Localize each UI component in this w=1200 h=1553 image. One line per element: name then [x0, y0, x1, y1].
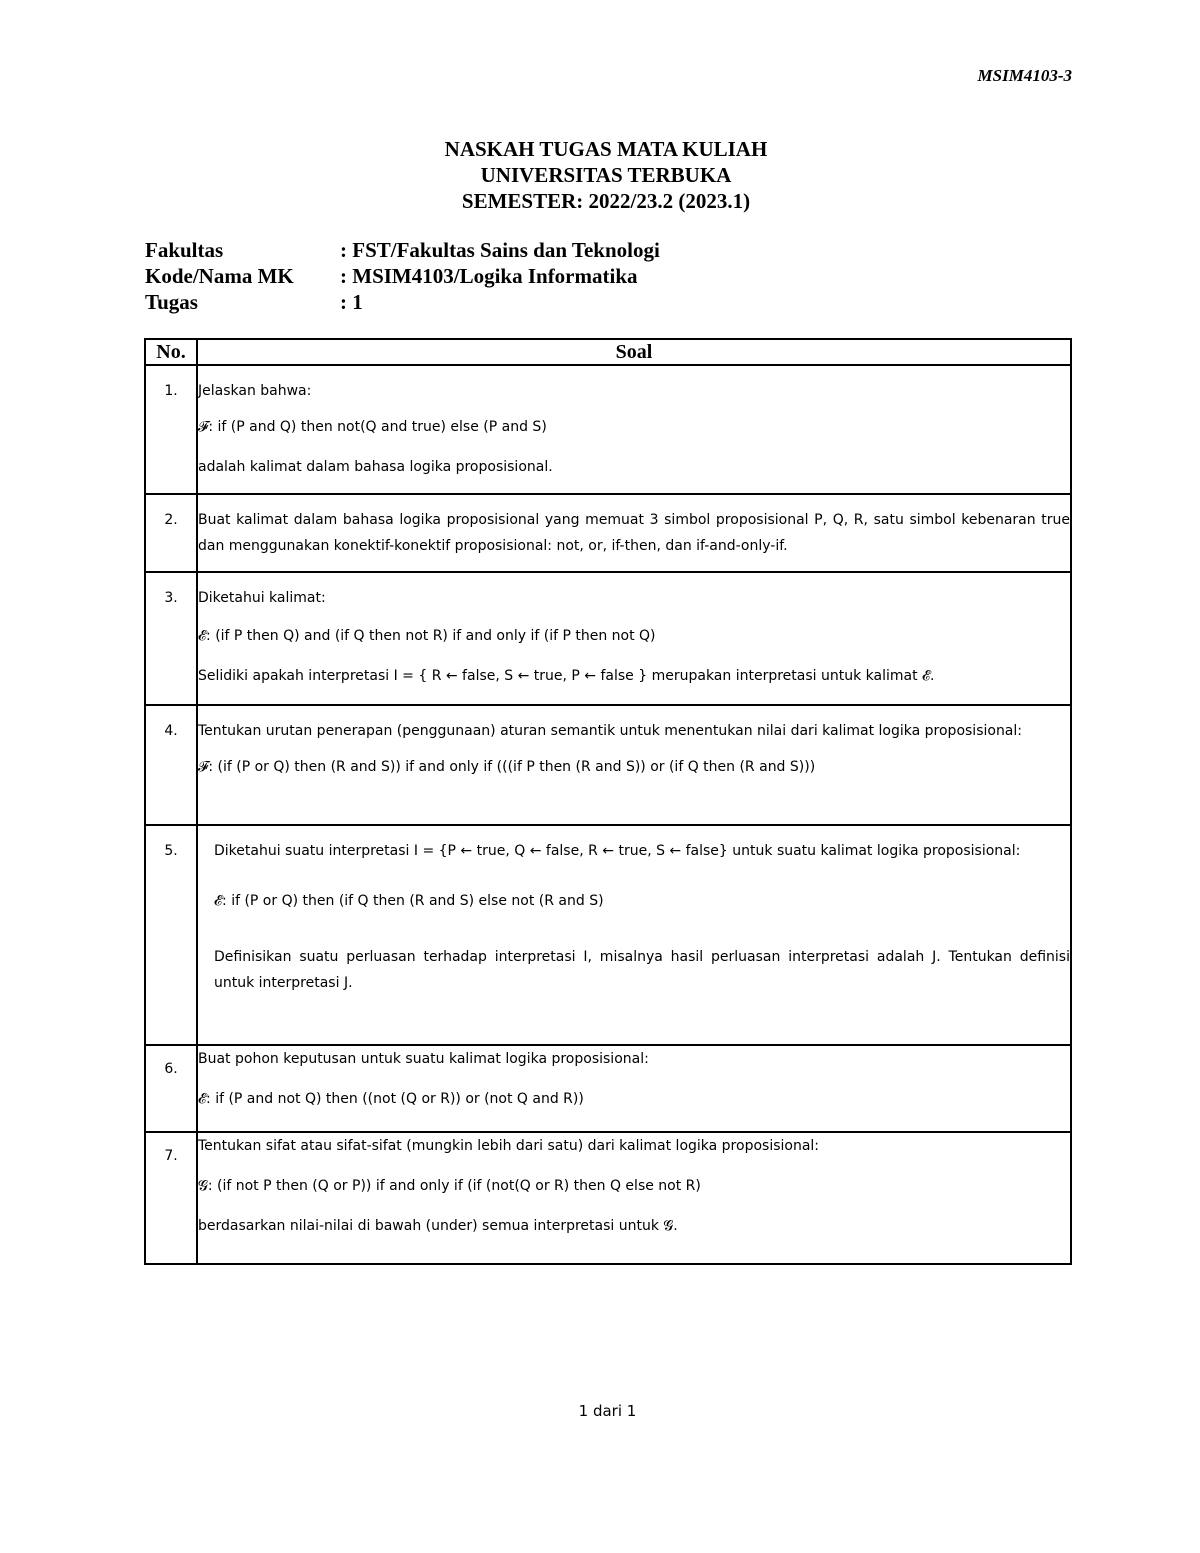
page-footer: 1 dari 1 — [578, 1402, 637, 1420]
question-line: Selidiki apakah interpretasi I = { R ← false, S ← true, P ← false } merupakan interpretasi untuk kalimat 𝓔. — [198, 668, 935, 684]
info-row-kode — [145, 263, 660, 289]
question-line: Tentukan urutan penerapan (penggunaan) aturan semantik untuk menentukan nilai dari kalimat logika proposisional: — [198, 723, 1022, 739]
question-line: Buat pohon keputusan untuk suatu kalimat logika proposisional: — [198, 1051, 649, 1067]
info-value: : FST/Fakultas Sains dan Teknologi — [340, 238, 660, 262]
question-formula: 𝓔: (if P then Q) and (if Q then not R) if and only if (if P then not Q) — [198, 628, 656, 644]
question-formula: 𝓕: if (P and Q) then not(Q and true) else (P and S) — [198, 419, 547, 435]
question-line: Diketahui kalimat: — [198, 590, 326, 606]
table-header-row — [145, 339, 1071, 365]
question-line: adalah kalimat dalam bahasa logika proposisional. — [198, 459, 553, 475]
table-row — [145, 365, 1071, 494]
info-row-tugas — [145, 289, 660, 315]
table-row — [145, 705, 1071, 825]
question-formula: 𝓖: (if not P then (Q or P)) if and only if (if (not(Q or R) then Q else not R) — [198, 1178, 701, 1194]
header-no: No. — [145, 339, 197, 365]
questions-table — [144, 338, 1072, 1265]
question-number: 3. — [145, 572, 197, 705]
info-label: Tugas — [145, 290, 198, 314]
info-value: : MSIM4103/Logika Informatika — [340, 264, 638, 288]
question-text — [197, 572, 1071, 705]
question-text — [197, 705, 1071, 825]
info-label: Fakultas — [145, 238, 224, 262]
question-line: Diketahui suatu interpretasi I = {P ← true, Q ← false, R ← true, S ← false} untuk suatu kalimat logika proposisional: — [214, 843, 1021, 859]
question-line: Tentukan sifat atau sifat-sifat (mungkin lebih dari satu) dari kalimat logika proposisional: — [198, 1138, 820, 1154]
question-text — [197, 825, 1071, 1045]
course-info — [145, 237, 660, 315]
header-soal: Soal — [197, 339, 1071, 365]
question-number: 5. — [145, 825, 197, 1045]
table-row — [145, 1132, 1071, 1264]
table-row — [145, 1045, 1071, 1132]
table-row — [145, 825, 1071, 1045]
question-text — [197, 1132, 1071, 1264]
course-code: MSIM4103-3 — [977, 66, 1072, 85]
question-number: 1. — [145, 365, 197, 494]
question-formula: 𝓔: if (P or Q) then (if Q then (R and S) else not (R and S) — [214, 893, 604, 909]
question-line: Definisikan suatu perluasan terhadap interpretasi I, misalnya hasil perluasan interpretasi adalah J. Tentukan definisi untuk interpretasi J. — [214, 949, 1070, 991]
question-text — [197, 494, 1071, 572]
info-value: : 1 — [340, 290, 363, 314]
question-formula: 𝓔: if (P and not Q) then ((not (Q or R)) or (not Q and R)) — [198, 1091, 584, 1107]
table-row — [145, 494, 1071, 572]
info-label: Kode/Nama MK — [145, 264, 294, 288]
question-number: 7. — [145, 1132, 197, 1264]
question-line: berdasarkan nilai-nilai di bawah (under) semua interpretasi untuk 𝓖. — [198, 1218, 678, 1234]
document-heading — [0, 136, 1200, 214]
question-formula: 𝓕: (if (P or Q) then (R and S)) if and only if (((if P then (R and S)) or (if Q then (R and S))) — [198, 759, 816, 775]
question-number: 2. — [145, 494, 197, 572]
question-line: Buat kalimat dalam bahasa logika proposisional yang memuat 3 simbol proposisional P, Q, R, satu simbol kebenaran true dan menggunakan konektif-konektif proposisional: not, or, if-then, dan if-and-only-if. — [198, 512, 1070, 554]
question-text — [197, 365, 1071, 494]
question-number: 4. — [145, 705, 197, 825]
table-row — [145, 572, 1071, 705]
question-line: Jelaskan bahwa: — [198, 383, 312, 399]
question-number: 6. — [145, 1045, 197, 1132]
title-line: UNIVERSITAS TERBUKA — [480, 163, 732, 187]
title-line: SEMESTER: 2022/23.2 (2023.1) — [461, 189, 751, 213]
info-row-fakultas — [145, 237, 660, 263]
question-text — [197, 1045, 1071, 1132]
title-line: NASKAH TUGAS MATA KULIAH — [444, 137, 768, 161]
